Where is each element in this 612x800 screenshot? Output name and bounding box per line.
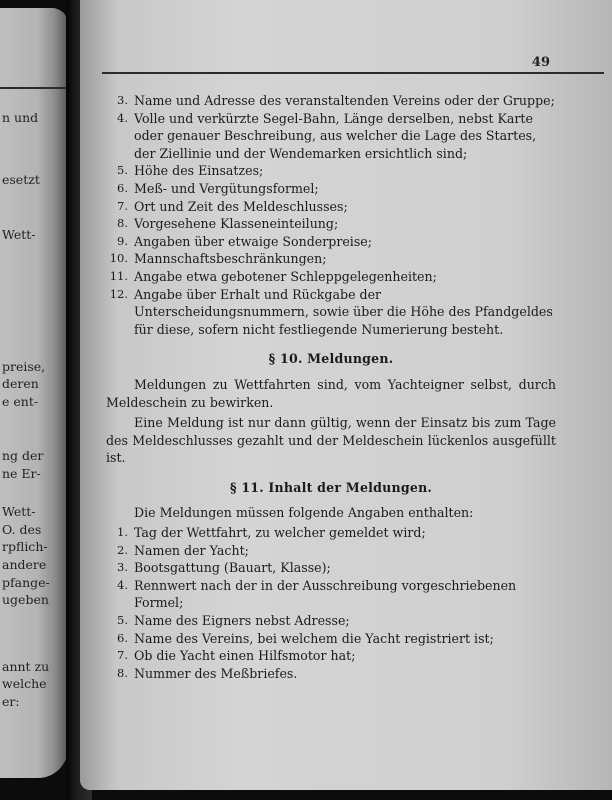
list-item-number: 11. bbox=[109, 268, 128, 283]
list-item bbox=[106, 198, 556, 216]
list-item bbox=[106, 542, 556, 560]
list-item bbox=[106, 612, 556, 630]
list-item-number: 4. bbox=[117, 577, 128, 592]
left-fragment: esetzt bbox=[2, 172, 40, 187]
list-item-number: 9. bbox=[117, 233, 128, 248]
list-item-text: Rennwert nach der in der Ausschreibung vorgeschriebenen Formel; bbox=[134, 577, 517, 611]
list-item bbox=[106, 577, 556, 612]
left-header-rule bbox=[0, 87, 68, 89]
list-item bbox=[106, 233, 556, 251]
list-item-text: Angabe über Erhalt und Rückgabe der Unterscheidungsnummern, sowie über die Höhe des Pfandgeldes für diese, sofern nicht festliegende Numerierung besteht. bbox=[134, 286, 553, 337]
list-item-number: 10. bbox=[109, 251, 128, 266]
list-item-text: Vorgesehene Klasseneinteilung; bbox=[134, 216, 339, 232]
list-item-number: 6. bbox=[117, 630, 128, 645]
left-fragment: Wett- bbox=[2, 504, 36, 519]
left-fragment: welche bbox=[2, 676, 47, 691]
left-fragment: pfange- bbox=[2, 575, 50, 590]
requirements-list-continued bbox=[106, 92, 556, 338]
list-item-number: 7. bbox=[117, 198, 128, 213]
list-item-number: 5. bbox=[117, 163, 128, 178]
section-11-intro: Die Meldungen müssen folgende Angaben enthalten: bbox=[134, 505, 474, 521]
list-item-number: 8. bbox=[117, 665, 128, 680]
list-item-text: Name des Eigners nebst Adresse; bbox=[134, 613, 350, 629]
left-page bbox=[0, 8, 68, 778]
list-item-number: 1. bbox=[117, 525, 128, 540]
list-item-number: 8. bbox=[117, 216, 128, 231]
section-11-list bbox=[106, 524, 556, 682]
list-item-text: Name des Vereins, bei welchem die Yacht registriert ist; bbox=[134, 630, 494, 646]
list-item-text: Tag der Wettfahrt, zu welcher gemeldet wird; bbox=[134, 525, 426, 541]
list-item-text: Mannschaftsbeschränkungen; bbox=[134, 251, 327, 267]
list-item-number: 5. bbox=[117, 613, 128, 628]
left-fragment: O. des bbox=[2, 522, 42, 537]
list-item-number: 7. bbox=[117, 648, 128, 663]
list-item-text: Namen der Yacht; bbox=[134, 542, 249, 558]
list-item-number: 3. bbox=[117, 560, 128, 575]
left-fragment: andere bbox=[2, 557, 47, 572]
list-item bbox=[106, 92, 556, 110]
section-10-paragraph: Meldungen zu Wettfahrten sind, vom Yachteigner selbst, durch Meldeschein zu bewirken. bbox=[106, 376, 556, 410]
left-fragment: Wett- bbox=[2, 227, 36, 242]
list-item-text: Name und Adresse des veranstaltenden Vereins oder der Gruppe; bbox=[134, 93, 555, 108]
list-item bbox=[106, 630, 556, 648]
list-item-number: 2. bbox=[117, 542, 128, 557]
list-item-text: Ort und Zeit des Meldeschlusses; bbox=[134, 198, 348, 214]
section-10-paragraph: Eine Meldung ist nur dann gültig, wenn der Einsatz bis zum Tage des Meldeschlusses gezahlt und der Meldeschein lückenlos ausgefüllt ist. bbox=[106, 415, 556, 466]
list-item-text: Volle und verkürzte Segel-Bahn, Länge derselben, nebst Karte oder genauer Beschreibung, aus welcher die Lage des Startes, der Ziellinie und der Wendemarken ersichtlich sind; bbox=[134, 110, 537, 161]
list-item bbox=[106, 268, 556, 286]
list-item bbox=[106, 162, 556, 180]
left-fragment: e ent- bbox=[2, 394, 39, 409]
section-11-heading: § 11. Inhalt der Meldungen. bbox=[229, 479, 433, 495]
list-item bbox=[106, 524, 556, 542]
list-item bbox=[106, 665, 556, 683]
list-item bbox=[106, 180, 556, 198]
list-item-text: Bootsgattung (Bauart, Klasse); bbox=[134, 560, 331, 576]
left-fragment: preise, bbox=[2, 359, 46, 374]
left-fragment: annt zu bbox=[2, 659, 50, 674]
left-fragment: deren bbox=[2, 376, 39, 391]
list-item-text: Nummer des Meßbriefes. bbox=[134, 665, 298, 681]
left-fragment: rpflich- bbox=[2, 539, 48, 554]
list-item-text: Angabe etwa gebotener Schleppgelegenheiten; bbox=[134, 268, 437, 284]
left-fragment: ne Er- bbox=[2, 466, 41, 481]
list-item-number: 12. bbox=[109, 286, 128, 301]
list-item-text: Höhe des Einsatzes; bbox=[134, 163, 264, 179]
left-fragment: ugeben bbox=[2, 592, 49, 607]
list-item bbox=[106, 110, 556, 163]
list-item-text: Angaben über etwaige Sonderpreise; bbox=[134, 233, 372, 249]
list-item-number: 6. bbox=[117, 180, 128, 195]
page-number: 49 bbox=[531, 55, 550, 70]
list-item bbox=[106, 286, 556, 339]
right-page bbox=[80, 0, 612, 790]
list-item-number: 3. bbox=[117, 93, 128, 107]
list-item-text: Meß- und Vergütungsformel; bbox=[134, 180, 319, 196]
left-fragment: n und bbox=[2, 110, 39, 125]
header-rule bbox=[102, 72, 604, 74]
list-item bbox=[106, 647, 556, 665]
list-item bbox=[106, 559, 556, 577]
left-fragment: er: bbox=[2, 694, 20, 709]
section-10-heading: § 10. Meldungen. bbox=[268, 351, 394, 367]
list-item bbox=[106, 250, 556, 268]
left-fragment: ng der bbox=[2, 448, 44, 463]
page-body bbox=[106, 92, 556, 682]
list-item-number: 4. bbox=[117, 110, 128, 125]
list-item bbox=[106, 215, 556, 233]
list-item-text: Ob die Yacht einen Hilfsmotor hat; bbox=[134, 648, 356, 664]
